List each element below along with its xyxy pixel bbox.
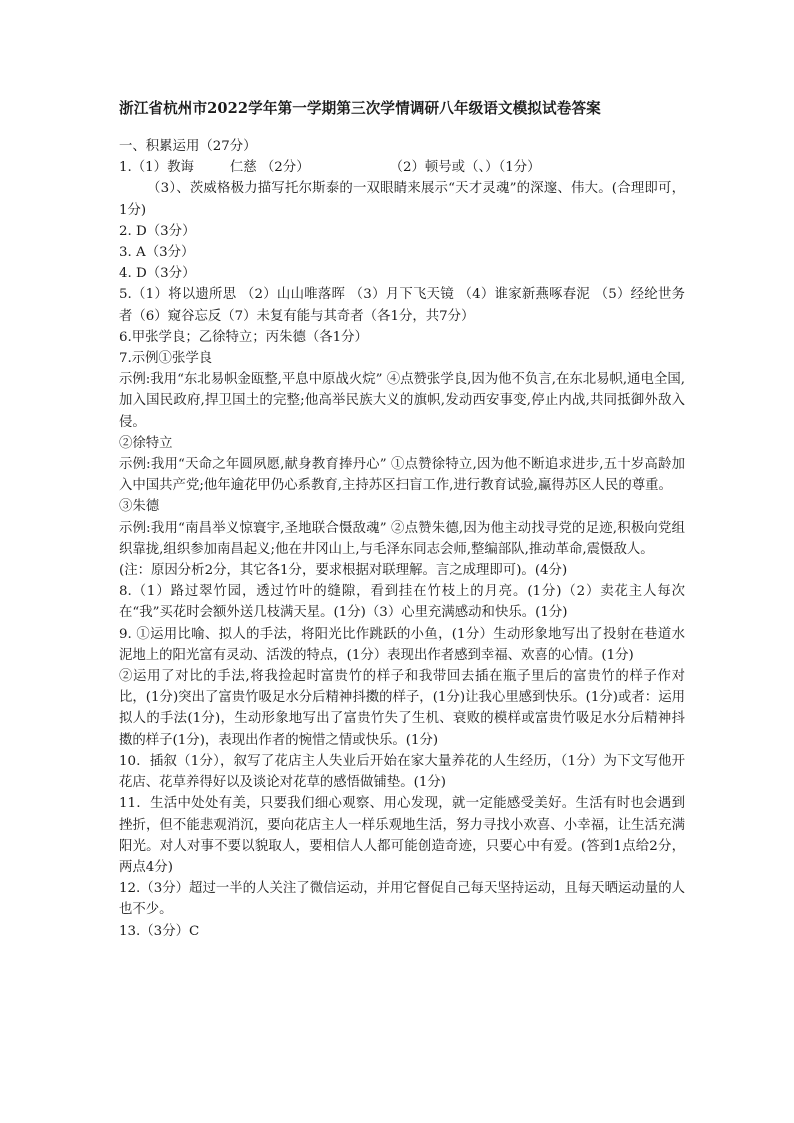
answer-q1-sub3: （3）、茨威格极力描写托尔斯泰的一双眼睛来展示“天才灵魂”的深邃、伟大。(合理即可，1分): [119, 181, 685, 218]
answer-q9-part1: 9. ①运用比喻、拟人的手法，将阳光比作跳跃的小鱼，(1分）生动形象地写出了投射在巷道水泥地上的阳光富有灵动、活泼的特点，(1分）表现出作者感到幸福、欢喜的心情。(1分): [119, 626, 685, 663]
answer-q7-example2: 示例:我用“天命之年圆夙愿,献身教育捧丹心” ①点赞徐特立,因为他不断追求进步,五十岁高龄加入中国共产党;他年逾花甲仍心系教育,主持苏区扫盲工作,进行教育试验,赢得苏区人民的尊重。: [119, 457, 685, 494]
document-title: 浙江省杭州市2022学年第一学期第三次学情调研八年级语文模拟试卷答案: [119, 100, 601, 117]
section-heading: 一、积累运用（27分）: [119, 139, 257, 154]
answer-q1-part3: （2）顿号或（、）（1分）: [389, 160, 541, 176]
answer-q7-note: (注：原因分析2分，其它各1分，要求根据对联理解。言之成理即可)。(4分): [119, 563, 568, 579]
answer-q3: 3. A（3分）: [119, 245, 195, 261]
answer-q7-heading: 7.示例①张学良: [119, 351, 213, 367]
answer-q12: 12.（3分）超过一半的人关注了微信运动，并用它督促自己每天坚持运动，且每天晒运动量的人也不少。: [119, 881, 685, 918]
answer-q11: 11．生活中处处有美，只要我们细心观察、用心发现，就一定能感受美好。生活有时也会遇到挫折，但不能悲观消沉，要向花店主人一样乐观地生活，努力寻找小欢喜、小幸福，让生活充满阳光。对人对事不要以貌取人，要相信人人都可能创造奇迹，只要心中有爱。(答到1点给2分，两点4分): [119, 796, 685, 875]
answer-q8: 8.（1）路过翠竹园，透过竹叶的缝隙，看到挂在竹枝上的月亮。(1分)（2）卖花主人每次在“我”买花时会额外送几枝满天星。(1分)（3）心里充满感动和快乐。(1分): [119, 584, 685, 621]
answer-q2: 2. D（3分）: [119, 223, 196, 239]
answer-q10: 10．插叙（1分），叙写了花店主人失业后开始在家大量养花的人生经历，（1分）为下文写他开花店、花草养得好以及谈论对花草的感悟做铺垫。(1分): [119, 753, 685, 791]
answer-q9-part2: ②运用了对比的手法,将我捡起时富贵竹的样子和我带回去插在瓶子里后的富贵竹的样子作对比，(1分)突出了富贵竹吸足水分后精神抖擞的样子，(1分)让我心里感到快乐。(1分)或者：运用拟人的手法(1分)，生动形象地写出了富贵竹失了生机、衰败的模样或富贵竹吸足水分后精神抖擞的样子(1分)，表现出作者的惋惜之情或快乐。(1分): [119, 669, 685, 748]
answer-q4: 4. D（3分）: [119, 266, 196, 282]
answer-q7-example3: 示例:我用“南昌举义惊寰宇,圣地联合慑敌魂” ②点赞朱德,因为他主动找寻党的足迹,积极向党组织靠拢,组织参加南昌起义;他在井冈山上,与毛泽东同志会师,整编部队,推动革命,震慑敌人。: [119, 520, 685, 557]
answer-q7-heading3: ③朱德: [119, 499, 160, 515]
answer-q1-part1: 1.（1）教诲: [119, 160, 194, 176]
answer-q5: 5.（1）将以遗所思 （2）山山唯落晖 （3）月下飞天镜 （4）谁家新燕啄春泥 （5）经纶世务者（6）窥谷忘反（7）未复有能与其奇者（各1分，共7分）: [119, 287, 685, 324]
answer-q1-part2: 仁慈 （2分）: [229, 160, 310, 176]
answer-q13: 13.（3分）C: [119, 923, 200, 939]
answer-body: [119, 136, 685, 942]
answer-q6: 6.甲张学良；乙徐特立；丙朱德（各1分）: [119, 329, 368, 345]
answer-q7-heading2: ②徐特立: [119, 435, 173, 451]
answer-q7-example1: 示例:我用“东北易帜金瓯整,平息中原战火烷” ④点赞张学良,因为他不负言,在东北易帜,通电全国,加入国民政府,捍卫国土的完整;他高举民族大义的旗帜,发动西安事变,停止内战,共同抵御外敌入侵。: [119, 372, 685, 430]
answer-q1: [119, 157, 685, 178]
